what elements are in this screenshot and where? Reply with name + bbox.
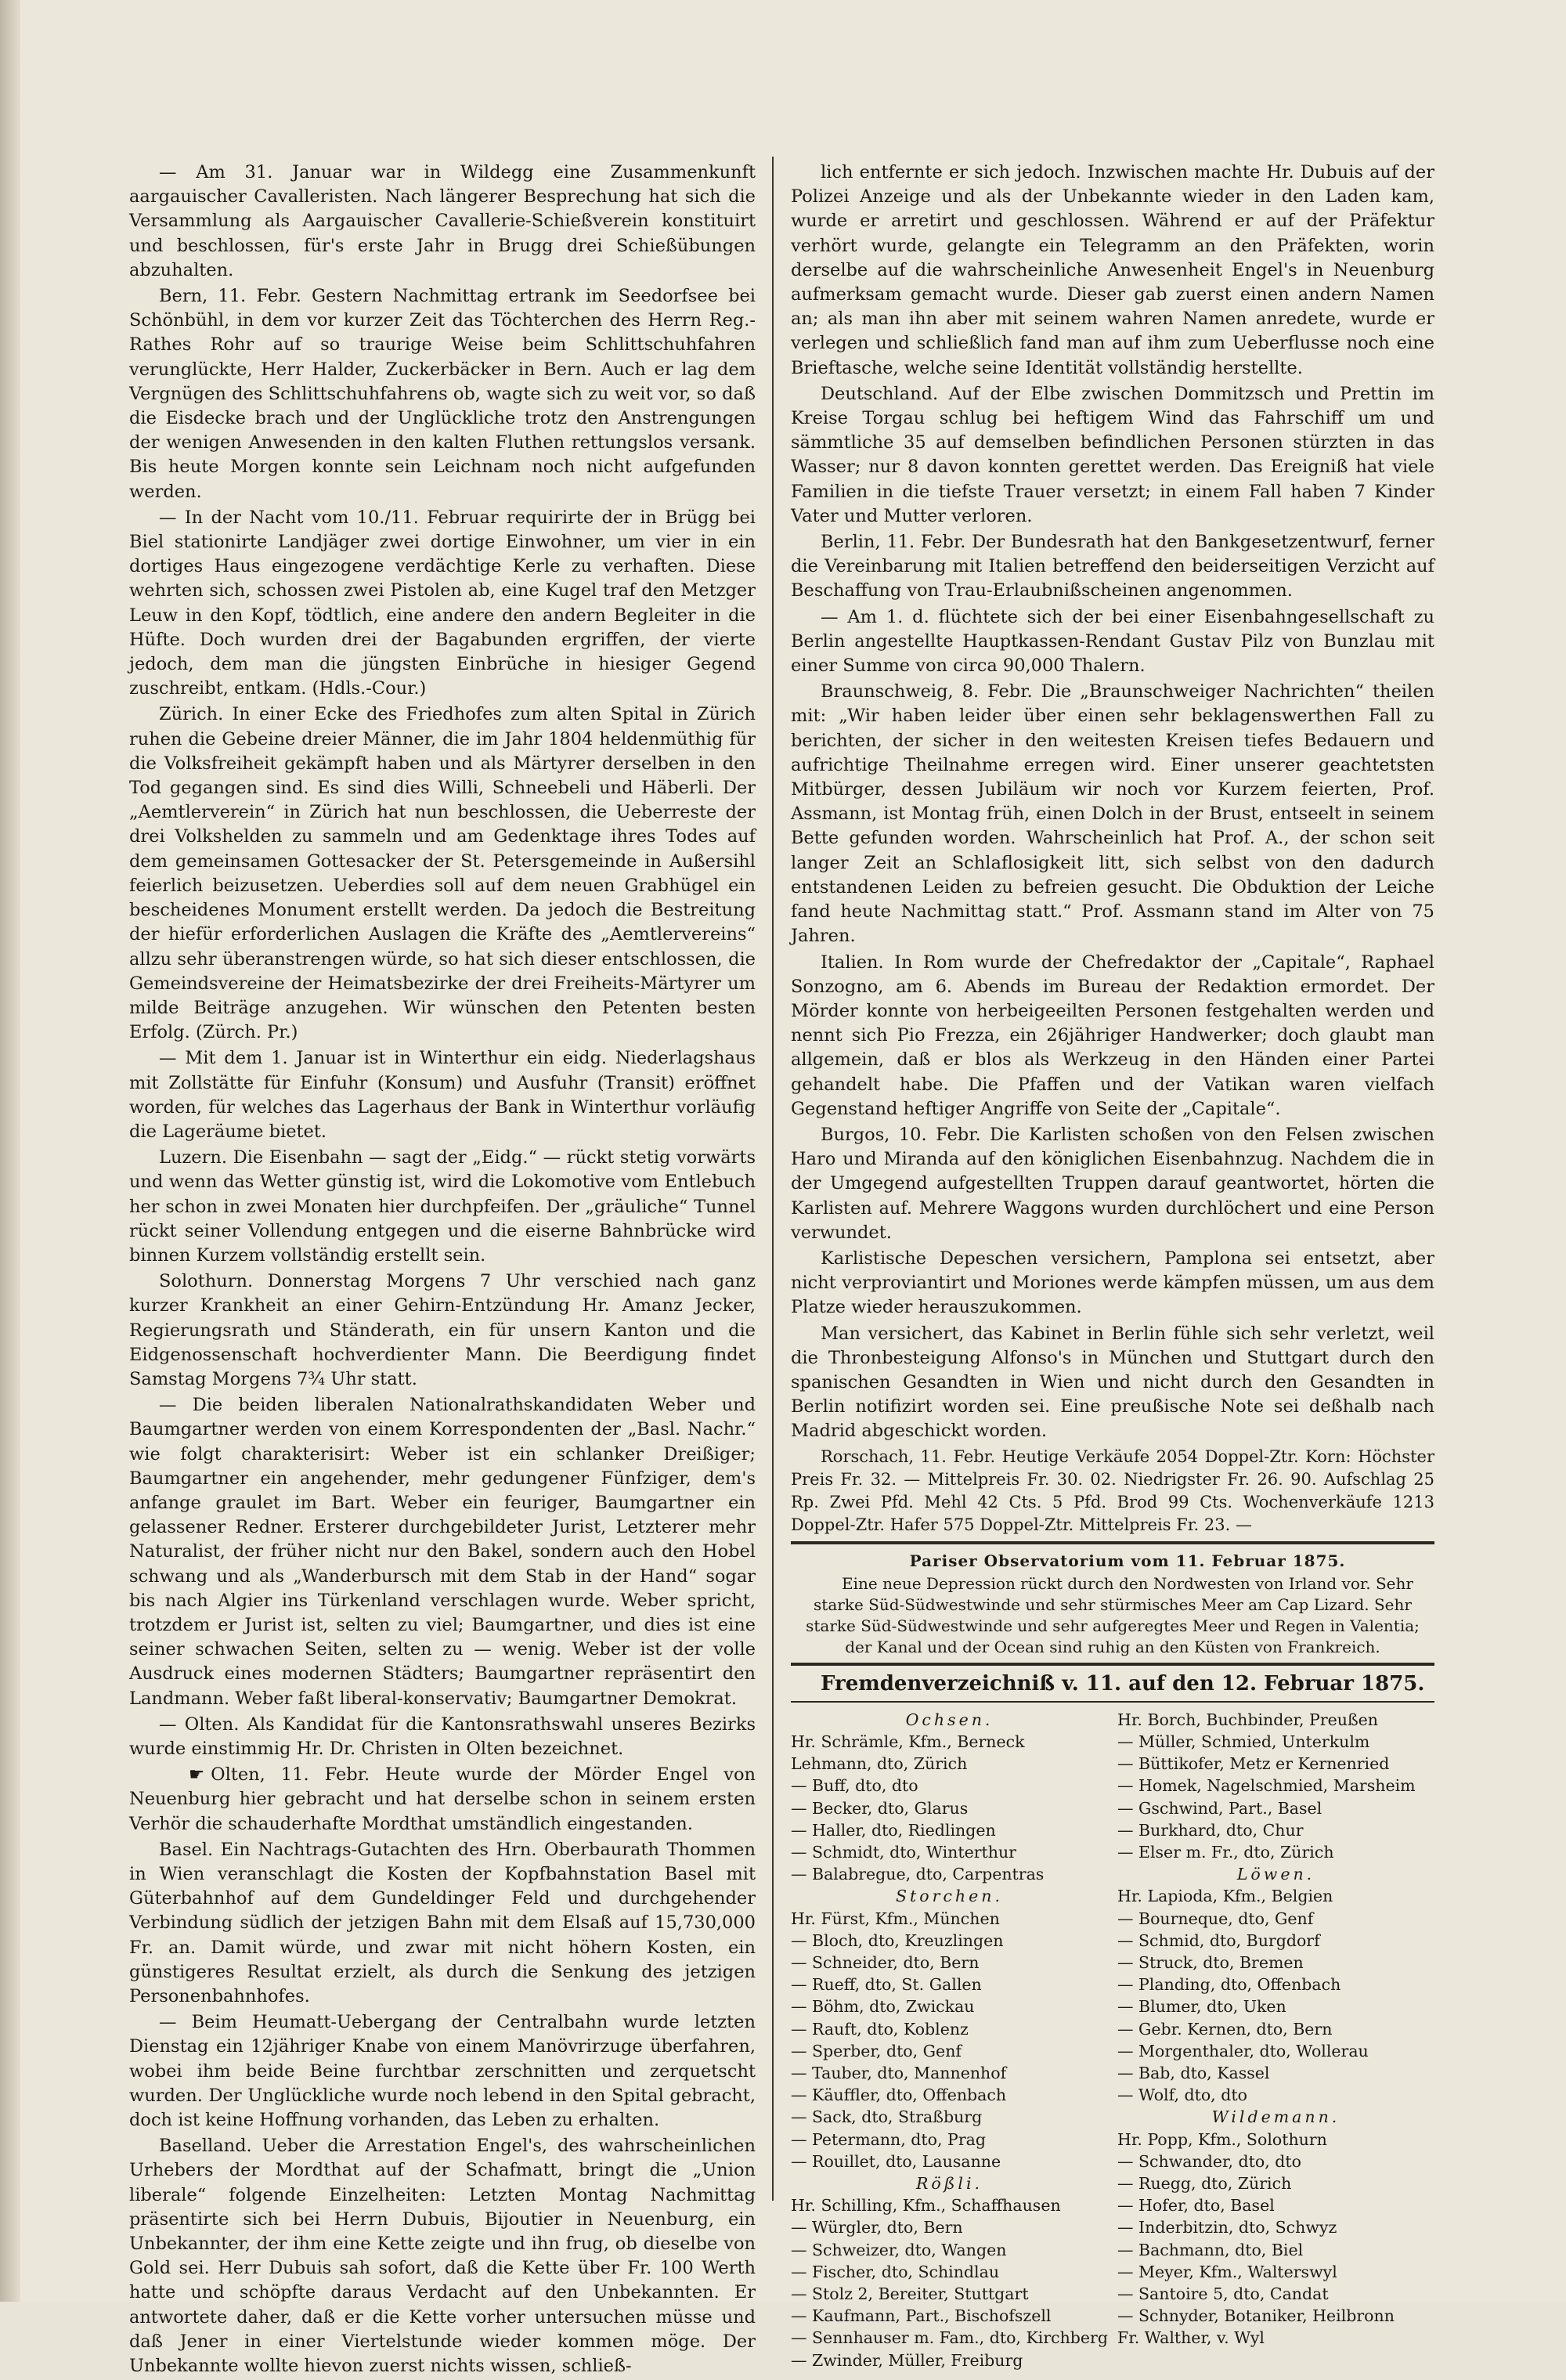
guest-entry: Hr. Popp, Kfm., Solothurn xyxy=(1117,2129,1327,2149)
guest-entry: — Rauft, dto, Koblenz xyxy=(791,2019,969,2039)
hotel-name: Rößli. xyxy=(915,2174,983,2194)
guest-entry: — Schwander, dto, dto xyxy=(1117,2151,1301,2171)
guest-entry: — Morgenthaler, dto, Wollerau xyxy=(1117,2041,1369,2060)
section-rule xyxy=(791,1701,1434,1703)
article-paragraph: — Am 31. Januar war in Wildegg eine Zusammenkunft aargauischer Cavalleristen. Nach längerer Besprechung hat sich die Versammlung als Aargauischer Cavallerie-Schießverein konstituirt und beschlossen, für's erste Jahr in Brugg drei Schießübungen abzuhalten. xyxy=(129,162,756,280)
guest-entry: — Fischer, dto, Schindlau xyxy=(791,2262,1000,2281)
article-paragraph: ☛ Olten, 11. Febr. Heute wurde der Mörder Engel von Neuenburg hier gebracht und hat derselbe schon in seinem ersten Verhör die schauderhafte Mordthat umständlich eingestanden. xyxy=(129,1764,756,1834)
pointing-hand-icon: ☛ xyxy=(189,1764,205,1786)
guest-entry: — Planding, dto, Offenbach xyxy=(1117,1975,1341,1995)
guest-entry: — Burkhard, dto, Chur xyxy=(1117,1820,1304,1840)
article-paragraph: lich entfernte er sich jedoch. Inzwischen machte Hr. Dubuis auf der Polizei Anzeige und als der Unbekannte wieder in den Laden kam, wurde er arretirt und geschlossen. Während er auf der Präfektur verhört wurde, gelangte ein Telegramm an den Präfekten, worin derselbe auf die wahrscheinliche Anwesenheit Engel's in Neuenburg aufmerksam gemacht wurde. Dieser gab zuerst einen andern Namen an; als man ihn aber mit seinem wahren Namen anredete, wurde er verlegen und schließlich fand man auf ihm zum Ueberflusse noch eine Brieftasche, welche seine Identität vollständig herstellte. xyxy=(791,162,1434,378)
guest-entry: — Würgler, dto, Bern xyxy=(791,2218,963,2237)
guest-entry: — Blumer, dto, Uken xyxy=(1117,1997,1286,2017)
article-paragraph: — Am 1. d. flüchtete sich der bei einer Eisenbahngesellschaft zu Berlin angestellte Hauptkassen-Rendant Gustav Pilz von Bunzlau mit einer Summe von circa 90,000 Thalern. xyxy=(791,606,1434,677)
guest-entry: — Rueff, dto, St. Gallen xyxy=(791,1975,982,1995)
article-paragraph: — Die beiden liberalen Nationalrathskandidaten Weber und Baumgartner werden von einem Korrespondenten der „Basl. Nachr.“ wie folgt charakterisirt: Weber ist ein schlanker Dreißiger; Baumgartner ein angehender, mehr gedungener Fünfziger, dem's anfange graulet im Bart. Weber ein feuriger, Baumgartner ein gelassener Redner. Ersterer durchgebildeter Jurist, Letzterer mehr Naturalist, der früher nicht nur den Bakel, sondern auch den Hobel schwang und als „Wanderbursch mit dem Stab in der Hand“ sogar bis nach Algier ins Türkenland verschlagen wurde. Weber spricht, trotzdem er Jurist ist, selten zu viel; Baumgartner, und dies ist eine seiner schwachen Seiten, selten zu — wenig. Weber ist der volle Ausdruck eines modernen Städters; Baumgartner repräsentirt den Landmann. Weber faßt liberal-konservativ; Baumgartner Demokrat. xyxy=(129,1395,756,1709)
guest-entry: — Santoire 5, dto, Candat xyxy=(1117,2284,1329,2304)
guest-entry: — Zwinder, Müller, Freiburg xyxy=(791,2350,1023,2370)
article-paragraph: Bern, 11. Febr. Gestern Nachmittag ertrank im Seedorfsee bei Schönbühl, in dem vor kurzer Zeit das Töchterchen des Herrn Reg.-Rathes Rohr auf so traurige Weise beim Schlittschuhfahren verunglückte, Herr Halder, Zuckerbäcker in Bern. Auch er lag dem Vergnügen des Schlittschuhfahrens ob, wagte sich zu weit vor, so daß die Eisdecke brach und der Unglückliche trotz den Anstrengungen der wenigen Anwesenden in den kalten Fluthen rettungslos versank. Bis heute Morgen konnte sein Leichnam noch nicht aufgefunden werden. xyxy=(129,286,756,502)
guest-entry: — Gschwind, Part., Basel xyxy=(1117,1798,1322,1818)
guest-list-right xyxy=(1117,1709,1434,2371)
guest-entry: — Bloch, dto, Kreuzlingen xyxy=(791,1930,1004,1950)
guest-entry: — Bab, dto, Kassel xyxy=(1117,2064,1270,2083)
guest-entry: Hr. Lapioda, Kfm., Belgien xyxy=(1117,1887,1333,1906)
guest-entry: — Bachmann, dto, Biel xyxy=(1117,2240,1304,2259)
guest-list-left xyxy=(791,1709,1108,2371)
guest-entry: — Böhm, dto, Zwickau xyxy=(791,1997,975,2017)
guest-entry: — Haller, dto, Riedlingen xyxy=(791,1820,996,1840)
guest-entry: — Sperber, dto, Genf xyxy=(791,2041,962,2060)
article-paragraph: — Mit dem 1. Januar ist in Winterthur ein eidg. Niederlagshaus mit Zollstätte für Einfuhr (Konsum) und Ausfuhr (Transit) eröffnet worden, für welches das Lagerhaus der Bank in Winterthur vorläufig die Lageräume bietet. xyxy=(129,1048,756,1142)
guest-entry: — Struck, dto, Bremen xyxy=(1117,1953,1304,1972)
guest-entry: Hr. Borch, Buchbinder, Preußen xyxy=(1117,1710,1379,1729)
section-rule xyxy=(791,1663,1434,1666)
guest-entry: — Sack, dto, Straßburg xyxy=(791,2107,983,2127)
guest-list xyxy=(791,1709,1434,2371)
article-paragraph: Deutschland. Auf der Elbe zwischen Dommitzsch und Prettin im Kreise Torgau schlug bei heftigem Wind das Fahrschiff um und sämmtliche 35 auf demselben befindlichen Personen stürzten in das Wasser; nur 8 davon konnten gerettet werden. Das Ereigniß hat viele Familien in die tiefste Trauer versetzt; in einem Fall haben 7 Kinder Vater und Mutter verloren. xyxy=(791,383,1434,526)
guest-entry: — Homek, Nagelschmied, Marsheim xyxy=(1117,1776,1416,1796)
article-paragraph: — Olten. Als Kandidat für die Kantonsrathswahl unseres Bezirks wurde einstimmig Hr. Dr. Christen in Olten bezeichnet. xyxy=(129,1714,756,1759)
guest-entry: — Inderbitzin, dto, Schwyz xyxy=(1117,2218,1337,2237)
guest-entry: — Tauber, dto, Mannenhof xyxy=(791,2064,1007,2083)
left-column xyxy=(129,161,756,2380)
guest-entry: — Schnyder, Botaniker, Heilbronn xyxy=(1117,2306,1395,2326)
section-rule xyxy=(791,1541,1434,1544)
guest-entry: Fr. Walther, v. Wyl xyxy=(1117,2328,1265,2348)
guest-entry: Lehmann, dto, Zürich xyxy=(791,1754,968,1774)
hotel-name: Wildemann. xyxy=(1211,2107,1340,2127)
guest-entry: — Hofer, dto, Basel xyxy=(1117,2196,1275,2216)
observatory-title: Pariser Observatorium vom 11. Februar 1875. xyxy=(909,1551,1346,1570)
guest-entry: — Sennhauser m. Fam., dto, Kirchberg xyxy=(791,2328,1108,2348)
guest-entry: — Stolz 2, Bereiter, Stuttgart xyxy=(791,2284,1029,2304)
guest-entry: — Ruegg, dto, Zürich xyxy=(1117,2174,1292,2194)
source-note: (Hdls.-Cour.) xyxy=(312,678,427,699)
guest-entry: Hr. Schrämle, Kfm., Berneck xyxy=(791,1732,1025,1751)
guest-entry: — Rouillet, dto, Lausanne xyxy=(791,2151,1001,2171)
guest-entry: — Becker, dto, Glarus xyxy=(791,1798,969,1818)
article-paragraph: Zürich. In einer Ecke des Friedhofes zum alten Spital in Zürich ruhen die Gebeine dreier Männer, die im Jahr 1804 heldenmüthig für die Volksfreiheit gekämpft haben und als Märtyrer derselben in den Tod gegangen sind. Es sind dies Willi, Schneebeli und Häberli. Der „Aemtlerverein“ in Zürich hat nun beschlossen, die Ueberreste der drei Volkshelden zu sammeln und am Gedenktage ihres Todes auf dem gemeinsamen Gottesacker der St. Petersgemeinde in Außersihl feierlich beizusetzen. Ueberdies soll auf dem neuen Grabhügel ein bescheidenes Monument erstellt werden. Da jedoch die Bestreitung der hiefür erforderlichen Auslagen die Kräfte des „Aemtlervereins“ allzu sehr überanstrengen würde, so hat sich dieser entschlossen, die Gemeindsvereine der Heimatsbezirke der drei Freiheits-Märtyrer um milde Beiträge anzugehen. Wir wünschen den Petenten besten Erfolg. (Zürch. Pr.) xyxy=(129,704,756,1043)
article-paragraph: Italien. In Rom wurde der Chefredaktor der „Capitale“, Raphael Sonzogno, am 6. Abends im Bureau der Redaktion ermordet. Der Mörder konnte von herbeigeeilten Personen festgehalten werden und nennt sich Pio Frezza, ein 26jähriger Handwerker; doch glaubt man allgemein, daß er blos als Werkzeug in den Händen einer Partei gehandelt habe. Die Pfaffen und der Vatikan waren vielfach Gegenstand heftiger Angriffe von Seite der „Capitale“. xyxy=(791,952,1434,1119)
guest-entry: — Bourneque, dto, Genf xyxy=(1117,1909,1314,1928)
right-column xyxy=(791,161,1434,2371)
page-binding-edge xyxy=(0,0,20,2302)
article-paragraph: — Beim Heumatt-Uebergang der Centralbahn wurde letzten Dienstag ein 12jähriger Knabe von einem Manövrirzuge überfahren, wobei ihm beide Beine furchtbar zerschnitten und zerquetscht wurden. Der Unglückliche wurde noch lebend in den Spital gebracht, doch ist keine Hoffnung vorhanden, das Leben zu erhalten. xyxy=(129,2012,756,2131)
guest-entry: — Käuffler, dto, Offenbach xyxy=(791,2086,1007,2105)
guest-entry: — Gebr. Kernen, dto, Bern xyxy=(1117,2019,1333,2039)
guest-entry: — Schmidt, dto, Winterthur xyxy=(791,1842,1016,1862)
market-report: Rorschach, 11. Febr. Heutige Verkäufe 2054 Doppel-Ztr. Korn: Höchster Preis Fr. 32. — Mittelpreis Fr. 30. 02. Niedrigster Fr. 26. 90. Aufschlag 25 Rp. Zwei Pfd. Mehl 42 Cts. 5 Pfd. Brod 99 Cts. Wochenverkäufe 1213 Doppel-Ztr. Hafer 575 Doppel-Ztr. Mittelpreis Fr. 23. — xyxy=(791,1446,1434,1534)
guest-entry: — Schmid, dto, Burgdorf xyxy=(1117,1930,1320,1950)
guest-entry: — Meyer, Kfm., Walterswyl xyxy=(1117,2262,1337,2281)
guest-entry: — Kaufmann, Part., Bischofszell xyxy=(791,2306,1052,2326)
guest-entry: — Schneider, dto, Bern xyxy=(791,1953,980,1972)
guest-entry: — Büttikofer, Metz er Kernenried xyxy=(1117,1754,1390,1774)
article-paragraph: Braunschweig, 8. Febr. Die „Braunschweiger Nachrichten“ theilen mit: „Wir haben leider über einen sehr beklagenswerthen Fall zu berichten, der sicher in den weitesten Kreisen tiefes Bedauern und aufrichtige Theilnahme erregen wird. Einer unserer geachtetsten Mitbürger, dessen Jubiläum wir noch vor Kurzem feierten, Prof. Assmann, ist Montag früh, einen Dolch in der Brust, entseelt in seinem Bette gefunden worden. Wahrscheinlich hat Prof. A., der schon seit langer Zeit an Schlaflosigkeit litt, sich selbst von den dadurch entstandenen Leiden zu befreien gesucht. Die Obduktion der Leiche fand heute Nachmittag statt.“ Prof. Assmann stand im Alter von 75 Jahren. xyxy=(791,681,1434,947)
hotel-name: Löwen. xyxy=(1236,1865,1315,1884)
article-paragraph: Luzern. Die Eisenbahn — sagt der „Eidg.“ — rückt stetig vorwärts und wenn das Wetter günstig ist, wird die Lokomotive vom Entlebuch her schon in zwei Monaten hier durchpfeifen. Der „gräuliche“ Tunnel rückt seiner Vollendung entgegen und die eiserne Bahnbrücke wird binnen Kurzem vollständig erstellt sein. xyxy=(129,1147,756,1266)
guest-entry: — Elser m. Fr., dto, Zürich xyxy=(1117,1842,1334,1862)
hotel-name: Storchen. xyxy=(896,1887,1003,1906)
article-paragraph: — In der Nacht vom 10./11. Februar requirirte der in Brügg bei Biel stationirte Landjäger zwei dortige Einwohner, um vier in ein dortiges Haus eingezogene verdächtige Kerle zu verhaften. Diese wehrten sich, schossen zwei Pistolen ab, eine Kugel traf den Metzger Leuw in den Kopf, tödtlich, eine andere den andern Begleiter in die Hüfte. Doch wurden drei der Bagabunden ergriffen, der vierte jedoch, dem man die jüngsten Einbrüche in hiesiger Gegend zuschreibt, entkam. (Hdls.-Cour.) xyxy=(129,507,756,699)
article-paragraph: Solothurn. Donnerstag Morgens 7 Uhr verschied nach ganz kurzer Krankheit an einer Gehirn-Entzündung Hr. Amanz Jecker, Regierungsrath und Ständerath, ein für unsern Kanton und die Eidgenossenschaft hochverdienter Mann. Die Beerdigung findet Samstag Morgens 7¾ Uhr statt. xyxy=(129,1271,756,1389)
article-paragraph: Berlin, 11. Febr. Der Bundesrath hat den Bankgesetzentwurf, ferner die Vereinbarung mit Italien betreffend den beiderseitigen Verzicht auf Beschaffung von Trau-Erlaubnißscheinen angenommen. xyxy=(791,532,1434,601)
guest-entry: — Buff, dto, dto xyxy=(791,1776,918,1796)
article-paragraph: Karlistische Depeschen versichern, Pamplona sei entsetzt, aber nicht verproviantirt und Moriones werde kämpfen müssen, um aus dem Platze wieder herauszukommen. xyxy=(791,1248,1434,1318)
guest-entry: — Petermann, dto, Prag xyxy=(791,2129,986,2149)
fremdenverzeichnis-title: Fremdenverzeichniß v. 11. auf den 12. Februar 1875. xyxy=(821,1671,1425,1696)
column-divider xyxy=(772,157,774,2201)
guest-entry: — Müller, Schmied, Unterkulm xyxy=(1117,1732,1370,1751)
observatory-report: Eine neue Depression rückt durch den Nordwesten von Irland vor. Sehr starke Süd-Südwestwinde und sehr stürmisches Meer am Cap Lizard. Sehr starke Süd-Südwestwinde und sehr aufgeregtes Meer und Regen in Valentia; der Kanal und der Ocean sind ruhig an den Küsten von Frankreich. xyxy=(806,1573,1420,1656)
article-paragraph: Burgos, 10. Febr. Die Karlisten schoßen von den Felsen zwischen Haro und Miranda auf den königlichen Eisenbahnzug. Nachdem die in der Umgegend aufgestellten Truppen darauf geantwortet, hörten die Karlisten auf. Mehrere Waggons wurden durchlöchert und eine Person verwundet. xyxy=(791,1124,1434,1243)
guest-entry: Hr. Fürst, Kfm., München xyxy=(791,1909,1000,1928)
article-paragraph: Baselland. Ueber die Arrestation Engel's, des wahrscheinlichen Urhebers der Mordthat auf der Schafmatt, bringt die „Union liberale“ folgende Einzelheiten: Letzten Montag Nachmittag präsentirte sich bei Herrn Dubuis, Bijoutier in Neuenburg, ein Unbekannter, der ihm eine Kette zeigte und ihn frug, ob dieselbe von Gold sei. Herr Dubuis sah sofort, daß die Kette über Fr. 100 Werth hatte und schöpfte daraus Verdacht auf den Unbekannten. Er antwortete daher, daß er die Kette vorher untersuchen müsse und daß Jener in einer Viertelstunde wieder kommen möge. Der Unbekannte wollte hievon zuerst nichts wissen, schließ- xyxy=(129,2136,756,2377)
guest-entry: Hr. Schilling, Kfm., Schaffhausen xyxy=(791,2196,1061,2216)
guest-entry: — Wolf, dto, dto xyxy=(1117,2086,1247,2105)
guest-entry: — Balabregue, dto, Carpentras xyxy=(791,1865,1045,1884)
article-paragraph: Man versichert, das Kabinet in Berlin fühle sich sehr verletzt, weil die Thronbesteigung Alfonso's in München und Stuttgart durch den spanischen Gesandten in Wien und nicht durch den Gesandten in Berlin notifizirt worden sei. Eine preußische Note sei deßhalb nach Madrid abgeschickt worden. xyxy=(791,1323,1434,1442)
hotel-name: Ochsen. xyxy=(905,1710,994,1729)
source-note: (Zürch. Pr.) xyxy=(195,1022,298,1043)
article-paragraph: Basel. Ein Nachtrags-Gutachten des Hrn. Oberbaurath Thommen in Wien veranschlagt die Kosten der Kopfbahnstation Basel mit Güterbahnhof auf dem Gundeldinger Feld und durchgehender Verbindung südlich der jetzigen Bahn mit dem Elsaß auf 15,730,000 Fr. an. Damit würde, und zwar mit nicht höhern Kosten, ein günstigeres Resultat erzielt, als durch die Senkung des jetzigen Personenbahnhofes. xyxy=(129,1839,756,2007)
guest-entry: — Schweizer, dto, Wangen xyxy=(791,2240,1007,2259)
